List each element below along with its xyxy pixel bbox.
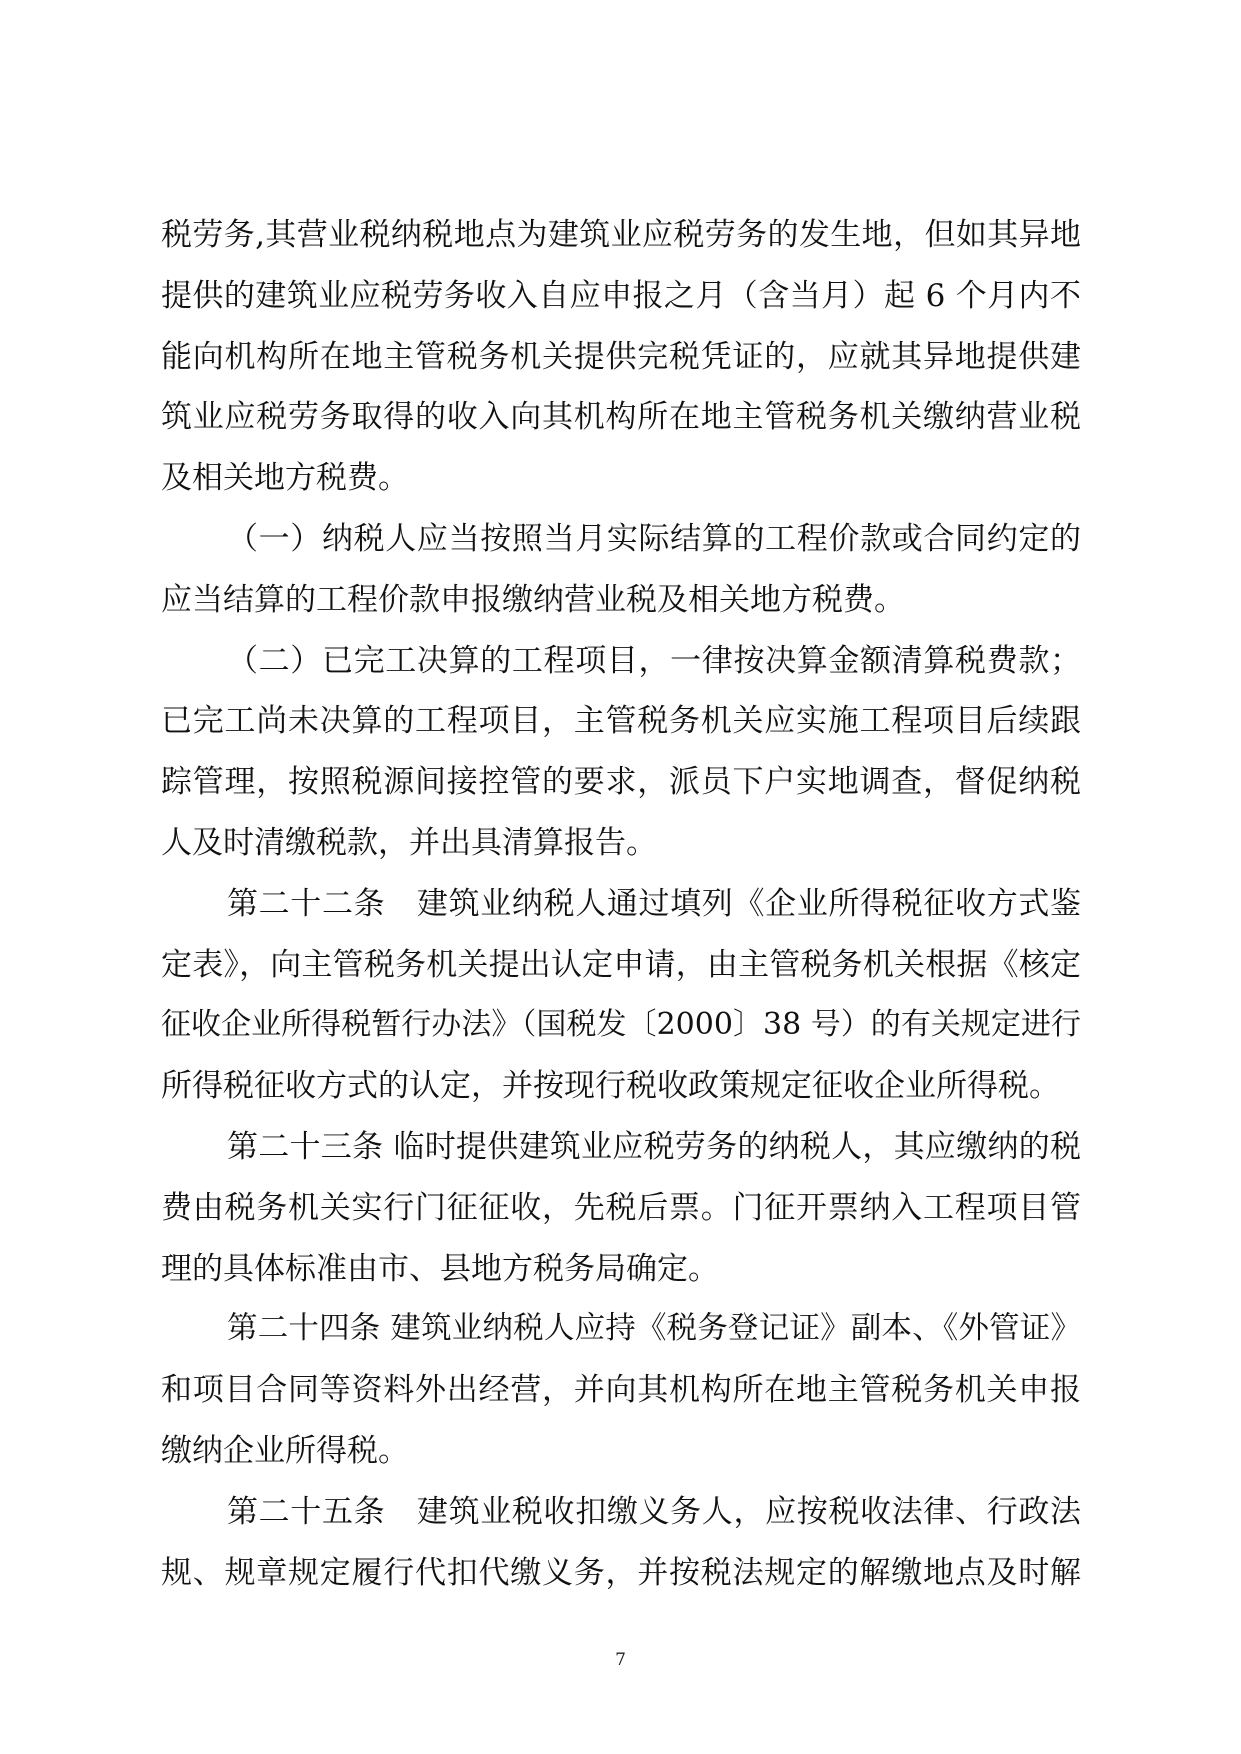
text-line: （二）已完工决算的工程项目，一律按决算金额清算税费款； (227, 642, 1081, 679)
text-line: 缴纳企业所得税。 (161, 1432, 409, 1469)
text-line: 应当结算的工程价款申报缴纳营业税及相关地方税费。 (161, 581, 905, 618)
text-line: 规、规章规定履行代扣代缴义务，并按税法规定的解缴地点及时解 (161, 1554, 1081, 1591)
article-23-heading-line: 第二十三条 临时提供建筑业应税劳务的纳税人，其应缴纳的税 (227, 1128, 1081, 1165)
text-line: 所得税征收方式的认定，并按现行税收政策规定征收企业所得税。 (161, 1068, 1060, 1105)
text-line: 已完工尚未决算的工程项目，主管税务机关应实施工程项目后续跟 (161, 703, 1081, 740)
page-number: 7 (615, 1650, 626, 1670)
article-24-heading-line: 第二十四条 建筑业纳税人应持《税务登记证》副本、《外管证》 (227, 1311, 1081, 1347)
text-line: 征收企业所得税暂行办法》（国税发〔2000〕38 号）的有关规定进行 (161, 1007, 1081, 1043)
article-25-heading-line: 第二十五条 建筑业税收扣缴义务人，应按税收法律、行政法 (227, 1493, 1081, 1530)
text-line: 能向机构所在地主管税务机关提供完税凭证的，应就其异地提供建 (161, 338, 1081, 375)
text-line: （一）纳税人应当按照当月实际结算的工程价款或合同约定的 (227, 520, 1081, 557)
text-line: 筑业应税劳务取得的收入向其机构所在地主管税务机关缴纳营业税 (161, 399, 1081, 436)
text-line: 理的具体标准由市、县地方税务局确定。 (161, 1250, 719, 1287)
text-line: 及相关地方税费。 (161, 460, 409, 497)
text-line: 和项目合同等资料外出经营，并向其机构所在地主管税务机关申报 (161, 1372, 1081, 1409)
text-line: 提供的建筑业应税劳务收入自应申报之月（含当月）起 6 个月内不 (161, 277, 1081, 314)
text-line: 费由税务机关实行门征征收，先税后票。门征开票纳入工程项目管 (161, 1189, 1081, 1226)
text-line: 人及时清缴税款，并出具清算报告。 (161, 824, 657, 861)
body-text (161, 205, 1081, 1603)
article-22-heading-line: 第二十二条 建筑业纳税人通过填列《企业所得税征收方式鉴 (227, 885, 1081, 922)
text-line: 税劳务,其营业税纳税地点为建筑业应税劳务的发生地，但如其异地 (161, 217, 1081, 253)
text-line: 定表》，向主管税务机关提出认定申请，由主管税务机关根据《核定 (161, 946, 1081, 983)
text-line: 踪管理，按照税源间接控管的要求，派员下户实地调查，督促纳税 (161, 764, 1081, 801)
